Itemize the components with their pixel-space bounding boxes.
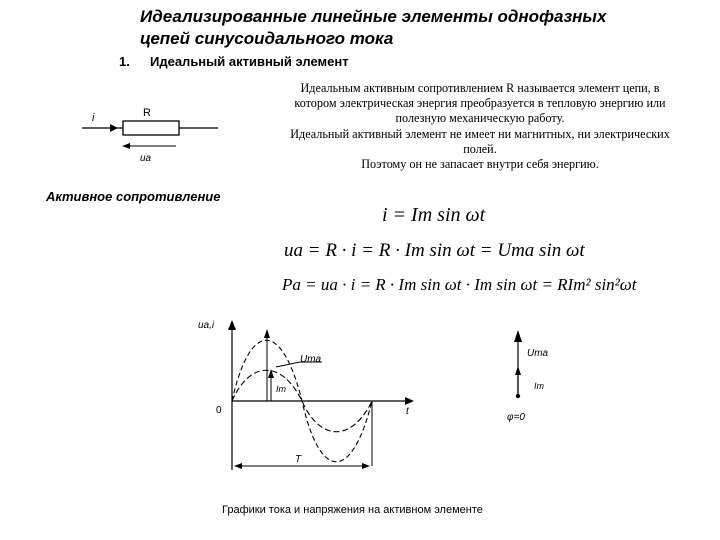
- description-line: котором электрическая энергия преобразуется в тепловую энергию или: [294, 96, 666, 111]
- resistor-label: R: [143, 107, 151, 119]
- description-line: полей.: [463, 141, 497, 156]
- description-line: полезную механическую работу.: [395, 111, 565, 126]
- period-label: T: [295, 454, 302, 465]
- section-title: Идеальный активный элемент: [150, 54, 349, 69]
- formula-current: i = Im sin ωt: [382, 204, 486, 226]
- section-number: 1.: [119, 54, 130, 69]
- phase-label: φ=0: [507, 412, 525, 423]
- description-line: Идеальный активный элемент не имеет ни магнитных, ни электрических: [290, 126, 670, 141]
- current-label: i: [92, 112, 95, 124]
- title-line-2: цепей синусоидального тока: [140, 29, 394, 48]
- y-axis-label: uа,i: [198, 320, 215, 331]
- voltage-label: uа: [140, 153, 152, 164]
- voltage-amplitude-label: Uma: [300, 354, 322, 365]
- current-amplitude-label: Im: [276, 384, 286, 394]
- description-line: Поэтому он не запасает внутри себя энергию.: [361, 157, 599, 172]
- phasor-voltage-label: Uma: [527, 348, 549, 359]
- description-line: Идеальным активным сопротивлением R называется элемент цепи, в: [300, 81, 660, 95]
- formula-power: Pа = uа · i = R · Im sin ωt · Im sin ωt = RIm² sin²ωt: [282, 275, 637, 294]
- x-axis-label: t: [406, 406, 409, 417]
- graph-caption: Графики тока и напряжения на активном элементе: [222, 504, 483, 516]
- formula-voltage: uа = R · i = R · Im sin ωt = Umа sin ωt: [284, 240, 585, 261]
- phasor-origin: [516, 394, 520, 398]
- current-phasor-head: [515, 366, 521, 375]
- origin-label: 0: [216, 405, 222, 416]
- circuit-caption: Активное сопротивление: [46, 189, 221, 204]
- phasor-current-label: Im: [534, 381, 544, 391]
- title-line-1: Идеализированные линейные элементы однофазных: [140, 7, 607, 26]
- voltage-phasor-head: [514, 330, 522, 342]
